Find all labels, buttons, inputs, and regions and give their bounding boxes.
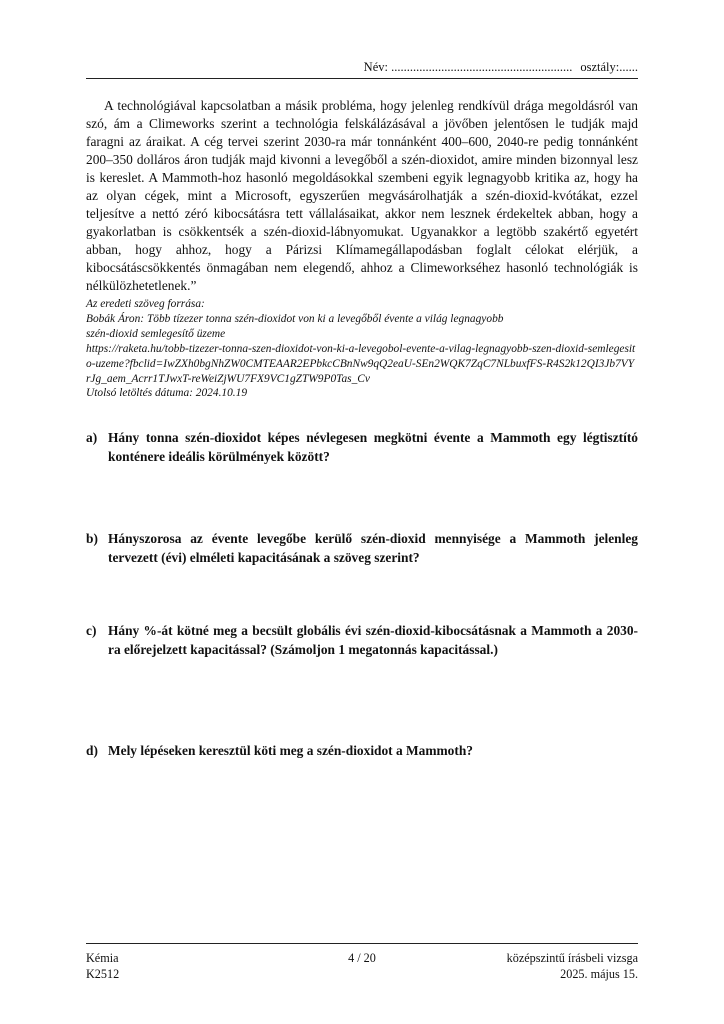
footer-exam-type: középszintű írásbeli vizsga xyxy=(506,951,638,965)
page-header xyxy=(86,56,638,79)
class-field: osztály:...... xyxy=(580,60,638,74)
question-text: Hány tonna szén-dioxidot képes névlegesen megkötni évente a Mammoth egy légtisztító konténere ideális körülmények között? xyxy=(108,430,638,464)
source-url: https://raketa.hu/tobb-tizezer-tonna-szen-dioxidot-von-ki-a-levegobol-evente-a-vilag-legnagyobb-szen-dioxid-semlegesito-uzeme?fbclid=IwZXh0bgNhZW0CMTEAAR2EPbkcCBnNw9qQ2eaU-SEn2WQK7ZqC7NLbuxfFS-R4S2k12QI3Jb7VYrJg_aem_Acrr1TJwxT-reWeiZjWU7FX9VC1gZTW9P0Tas_Cv xyxy=(86,342,636,385)
question-label: a) xyxy=(86,430,98,445)
question-text: Hány %-át kötné meg a becsült globális évi szén-dioxid-kibocsátásnak a Mammoth a 2030-ra előrejelzett kapacitással? (Számoljon 1 megatonnás kapacitással.) xyxy=(108,623,638,657)
download-date: Utolsó letöltés dátuma: 2024.10.19 xyxy=(86,387,248,400)
source-title-line2: szén-dioxid semlegesítő üzeme xyxy=(86,327,226,340)
question-b xyxy=(86,530,638,567)
page-number: 4 / 20 xyxy=(348,951,376,965)
source-title-line1: Bobák Áron: Több tízezer tonna szén-dioxidot von ki a levegőből évente a világ legnagyobb xyxy=(86,312,504,325)
question-d xyxy=(86,742,638,761)
question-label: b) xyxy=(86,531,98,546)
name-field: Név: .......................................................... xyxy=(363,60,573,74)
main-paragraph: A technológiával kapcsolatban a másik probléma, hogy jelenleg rendkívül drága megoldásról van szó, ám a Climeworks szerint a technológia felskálázásával a jövőben jelentősen le tudják majd faragni az áraikat. A cég tervei szerint 2030-ra már tonnánként 400–600, 2040-re pedig tonnánként 200–350 dolláros áron tudják majd kivonni a levegőből a szén-dioxidot, amire minden bizonnyal lesz is kereslet. A Mammoth-hoz hasonló megoldásokkal szembeni egyik legnagyobb kritika az, hogy ha az olyan cégek, mint a Microsoft, egyszerűen megvásárolhatják a szén-dioxid-kvótákat, ezzel teljesítve a nettó zéró kibocsátásra tett vállalásaikat, akkor nem lesznek érdekeltek abban, hogy a gyakorlatban is csökkentsék a szén-dioxid-lábnyomukat. Ugyanakkor a legtöbb szakértő egyetért abban, hogy ahhoz, hogy a Párizsi Klímamegállapodásban foglalt célokat elérjük, a kibocsátáscsökkentés önmagában nem elegendő, ahhoz a Climeworkséhez hasonló technológiák is nélkülözhetetlenek.” xyxy=(86,98,638,293)
question-text: Hányszorosa az évente levegőbe kerülő szén-dioxid mennyisége a Mammoth jelenleg tervezett (évi) elméleti kapacitásának a szöveg szerint? xyxy=(108,531,638,565)
source-citation xyxy=(86,297,638,401)
footer-right xyxy=(507,950,638,982)
footer-date: 2025. május 15. xyxy=(560,967,638,981)
source-label: Az eredeti szöveg forrása: xyxy=(86,298,205,310)
footer-subject: Kémia xyxy=(86,951,119,965)
footer-code: K2512 xyxy=(86,967,120,981)
page-footer xyxy=(86,943,638,981)
question-label: c) xyxy=(86,623,97,638)
question-label: d) xyxy=(86,743,98,758)
question-text: Mely lépéseken keresztül köti meg a szén-dioxidot a Mammoth? xyxy=(108,743,473,758)
question-c xyxy=(86,622,638,659)
question-a xyxy=(86,429,638,466)
